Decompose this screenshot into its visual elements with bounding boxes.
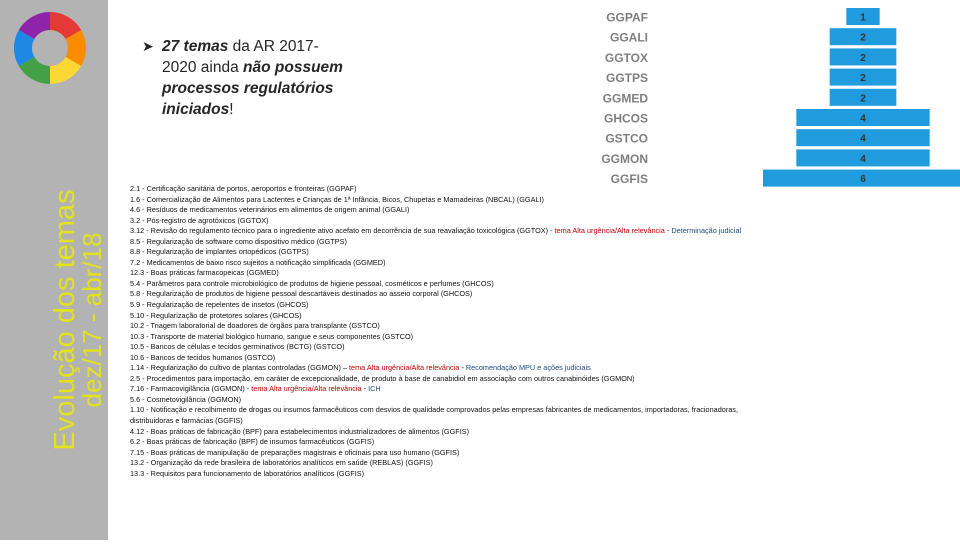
- category-label: GSTCO: [605, 131, 648, 146]
- category-label: GGPAF: [606, 10, 648, 25]
- note-item: [130, 448, 780, 459]
- note-text: 6.2 - Boas práticas de fabricação (BPF) de insumos farmacêuticos (GGFIS): [130, 437, 375, 447]
- themes-notes-list: [130, 184, 780, 479]
- note-text: 8.8 - Regularização de implantes ortopédicos (GGTPS): [130, 247, 309, 257]
- bar-chart: [570, 0, 960, 195]
- note-item: [130, 342, 780, 353]
- note-text: 10.5 - Bancos de células e tecidos germinativos (BCTG) (GSTCO): [130, 342, 345, 352]
- note-text: 5.4 - Parâmetros para controle microbiológico de produtos de higiene pessoal, cosméticos e perfumes (GHCOS): [130, 278, 494, 288]
- bullet-text-end: !: [229, 101, 234, 118]
- vertical-title: [0, 100, 108, 540]
- note-item: [130, 469, 780, 480]
- note-text: 12.3 - Boas práticas farmacopeicas (GGMED): [130, 268, 279, 278]
- category-label: GHCOS: [603, 111, 648, 126]
- category-label: GGALI: [610, 30, 648, 45]
- category-label: GGMED: [602, 91, 648, 106]
- note-item: [130, 216, 780, 227]
- note-text: 1.6 - Comercialização de Alimentos para Lactentes e Crianças de 1ª Infância, Bicos, Chupetas e Mamadeiras (NBCAL) (GGALI): [130, 194, 544, 204]
- note-text: 2.1 - Certificação sanitária de portos, aeroportos e fronteiras (GGPAF): [130, 184, 357, 193]
- note-text: -: [459, 363, 466, 373]
- note-text: 1.14 - Regularização do cultivo de plantas controladas (GGMON) –: [130, 363, 350, 373]
- color-wheel-logo-icon: [10, 8, 90, 88]
- note-text: 8.5 - Regularização de software como dispositivo médico (GGTPS): [130, 236, 347, 246]
- bar-value-label: 2: [860, 93, 866, 105]
- note-item: [130, 300, 780, 311]
- note-text: 1.10 - Notificação e recolhimento de drogas ou insumos farmacêuticos com desvios de qualidade comprovados pelas empresas fabricantes de medicamentos, importadoras, fracionadoras, distribuidoras e farmácias (GGFIS): [130, 405, 738, 426]
- note-text: -: [361, 384, 369, 394]
- category-label: GGMON: [601, 151, 648, 166]
- note-text: 5.6 - Cosmetovigilância (GGMON): [130, 394, 242, 404]
- note-item: [130, 321, 780, 332]
- note-text: -: [664, 226, 672, 236]
- note-item: [130, 195, 780, 206]
- category-label: GGTOX: [604, 50, 648, 65]
- bar-value-label: 2: [860, 73, 866, 85]
- note-item: [130, 258, 780, 269]
- note-item: [130, 184, 780, 195]
- note-text: ICH: [368, 384, 381, 394]
- bullet-emph-count: 27 temas: [162, 38, 229, 55]
- bar-value-label: 2: [860, 52, 866, 64]
- note-text: tema Alta urgência/Alta relevância: [554, 226, 665, 236]
- note-item: [130, 353, 780, 364]
- note-text: tema Alta urgência/Alta relevância: [251, 384, 362, 394]
- note-text: 7.16 - Farmacovigilância (GGMON) -: [130, 384, 252, 394]
- note-text: Determinação judicial: [671, 226, 742, 236]
- bar-value-label: 2: [860, 32, 866, 44]
- bullet-text-mid: da AR 2017-2020 ainda: [162, 38, 319, 76]
- note-item: [130, 268, 780, 279]
- note-item: [130, 427, 780, 438]
- note-text: 5.8 - Regularização de produtos de higiene pessoal descartáveis destinados ao asseio corporal (GHCOS): [130, 289, 473, 299]
- note-text: 4.6 - Resíduos de medicamentos veterinários em alimentos de origem animal (GGALI): [130, 205, 410, 215]
- note-text: 10.3 - Transporte de material biológico humano, sangue e seus componentes (GSTCO): [130, 331, 414, 341]
- bullet-emph-status: não possuem processos regulatórios iniciados: [162, 59, 343, 118]
- note-item: [130, 247, 780, 258]
- sidebar-panel: [0, 0, 108, 540]
- note-item: [130, 395, 780, 406]
- vertical-title-line1: Evolução dos temas: [49, 189, 81, 451]
- note-text: Recomendação MPU e ações judiciais: [465, 363, 591, 373]
- bar-value-label: 4: [860, 133, 866, 145]
- note-text: 3.2 - Pós-registro de agrotóxicos (GGTOX): [130, 215, 269, 225]
- note-item: [130, 437, 780, 448]
- note-text: tema Alta urgência/Alta relevância: [349, 363, 460, 373]
- note-text: 13.2 - Organização da rede brasileira de laboratórios analíticos em saúde (REBLAS) (GGFIS): [130, 458, 433, 468]
- bar-value-label: 4: [860, 153, 866, 165]
- note-item: [130, 363, 780, 374]
- bar-value-label: 1: [860, 12, 866, 24]
- note-text: 5.10 - Regularização de protetores solares (GHCOS): [130, 310, 302, 320]
- category-label: GGFIS: [610, 172, 648, 187]
- note-item: [130, 458, 780, 469]
- note-text: 4.12 - Boas práticas de fabricação (BPF) para estabelecimentos industrializadores de alimentos (GGFIS): [130, 426, 470, 436]
- note-item: [130, 384, 780, 395]
- note-text: 5.9 - Regularização de repelentes de insetos (GHCOS): [130, 300, 309, 310]
- arrow-bullet-icon: ➤: [142, 38, 154, 54]
- vertical-title-line2: dez/17 - abr/18: [77, 232, 107, 408]
- note-text: 7.15 - Boas práticas de manipulação de preparações magistrais e oficinais para uso humano (GGFIS): [130, 447, 460, 457]
- note-item: [130, 405, 780, 426]
- note-text: 2.5 - Procedimentos para importação, em caráter de excepcionalidade, de produto à base de canabidiol em associação com outros canabinóides (GGMON): [130, 373, 635, 383]
- category-label: GGTPS: [605, 71, 648, 86]
- bullet-point: [142, 36, 347, 120]
- note-text: 10.2 - Triagem laboratorial de doadores de órgãos para transplante (GSTCO): [130, 321, 380, 331]
- note-text: 3.12 - Revisão do regulamento técnico para o ingrediente ativo acefato em decorrência de sua reavaliação toxicológica (GGTOX) -: [130, 226, 555, 236]
- bullet-text: [162, 36, 347, 120]
- note-text: 13.3 - Requisitos para funcionamento de laboratórios analíticos (GGFIS): [130, 468, 365, 478]
- note-item: [130, 289, 780, 300]
- note-text: 7.2 - Medicamentos de baixo risco sujeitos a notificação simplificada (GGMED): [130, 257, 386, 267]
- bar-value-label: 4: [860, 113, 866, 125]
- note-item: [130, 374, 780, 385]
- note-item: [130, 332, 780, 343]
- bar-value-label: 6: [860, 174, 866, 186]
- note-item: [130, 237, 780, 248]
- note-text: 10.6 - Bancos de tecidos humanos (GSTCO): [130, 352, 276, 362]
- note-item: [130, 205, 780, 216]
- note-item: [130, 311, 780, 322]
- note-item: [130, 279, 780, 290]
- note-item: [130, 226, 780, 237]
